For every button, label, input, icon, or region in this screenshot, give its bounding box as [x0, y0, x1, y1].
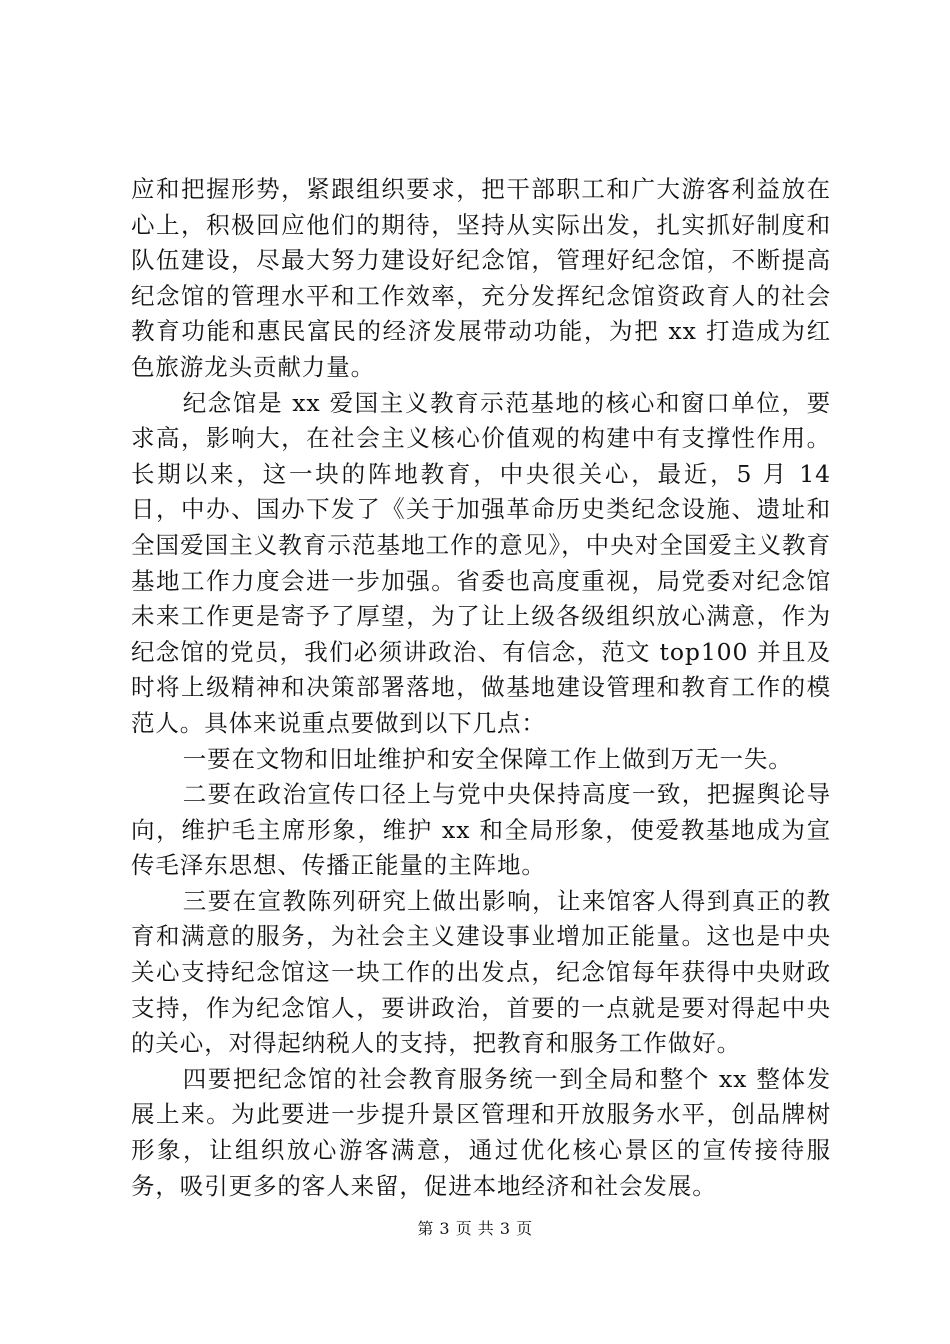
- document-body: [131, 172, 831, 1204]
- paragraph-point-three: 三要在宣教陈列研究上做出影响，让来馆客人得到真正的教育和满意的服务，为社会主义建设事业增加正能量。这也是中央关心支持纪念馆这一块工作的出发点，纪念馆每年获得中央财政支持，作为纪念馆人，要讲政治，首要的一点就是要对得起中央的关心，对得起纳税人的支持，把教育和服务工作做好。: [131, 886, 831, 1058]
- page-footer: 第 3 页 共 3 页: [417, 1219, 533, 1238]
- paragraph-memorial-role: 纪念馆是 xx 爱国主义教育示范基地的核心和窗口单位，要求高，影响大，在社会主义核心价值观的构建中有支撑性作用。长期以来，这一块的阵地教育，中央很关心，最近，5 月 14 日，中办、国办下发了《关于加强革命历史类纪念设施、遗址和全国爱国主义教育示范基地工作的意见》，中央对全国爱主义教育基地工作力度会进一步加强。省委也高度重视，局党委对纪念馆未来工作更是寄予了厚望，为了让上级各级组织放心满意，作为纪念馆的党员，我们必须讲政治、有信念，范文 top100 并且及时将上级精神和决策部署落地，做基地建设管理和教育工作的模范人。具体来说重点要做到以下几点：: [131, 388, 831, 737]
- paragraph-continuation: 应和把握形势，紧跟组织要求，把干部职工和广大游客利益放在心上，积极回应他们的期待，坚持从实际出发，扎实抓好制度和队伍建设，尽最大努力建设好纪念馆，管理好纪念馆，不断提高纪念馆的管理水平和工作效率，充分发挥纪念馆资政育人的社会教育功能和惠民富民的经济发展带动功能，为把 xx 打造成为红色旅游龙头贡献力量。: [131, 175, 831, 381]
- paragraph-point-two: 二要在政治宣传口径上与党中央保持高度一致，把握舆论导向，维护毛主席形象，维护 xx 和全局形象，使爱教基地成为宣传毛泽东思想、传播正能量的主阵地。: [131, 780, 831, 880]
- paragraph-point-one: 一要在文物和旧址维护和安全保障工作上做到万无一失。: [182, 744, 793, 773]
- paragraph-point-four: 四要把纪念馆的社会教育服务统一到全局和整个 xx 整体发展上来。为此要进一步提升景区管理和开放服务水平，创品牌树形象，让组织放心游客满意，通过优化核心景区的宣传接待服务，吸引更多的客人来留，促进本地经济和社会发展。: [131, 1064, 831, 1200]
